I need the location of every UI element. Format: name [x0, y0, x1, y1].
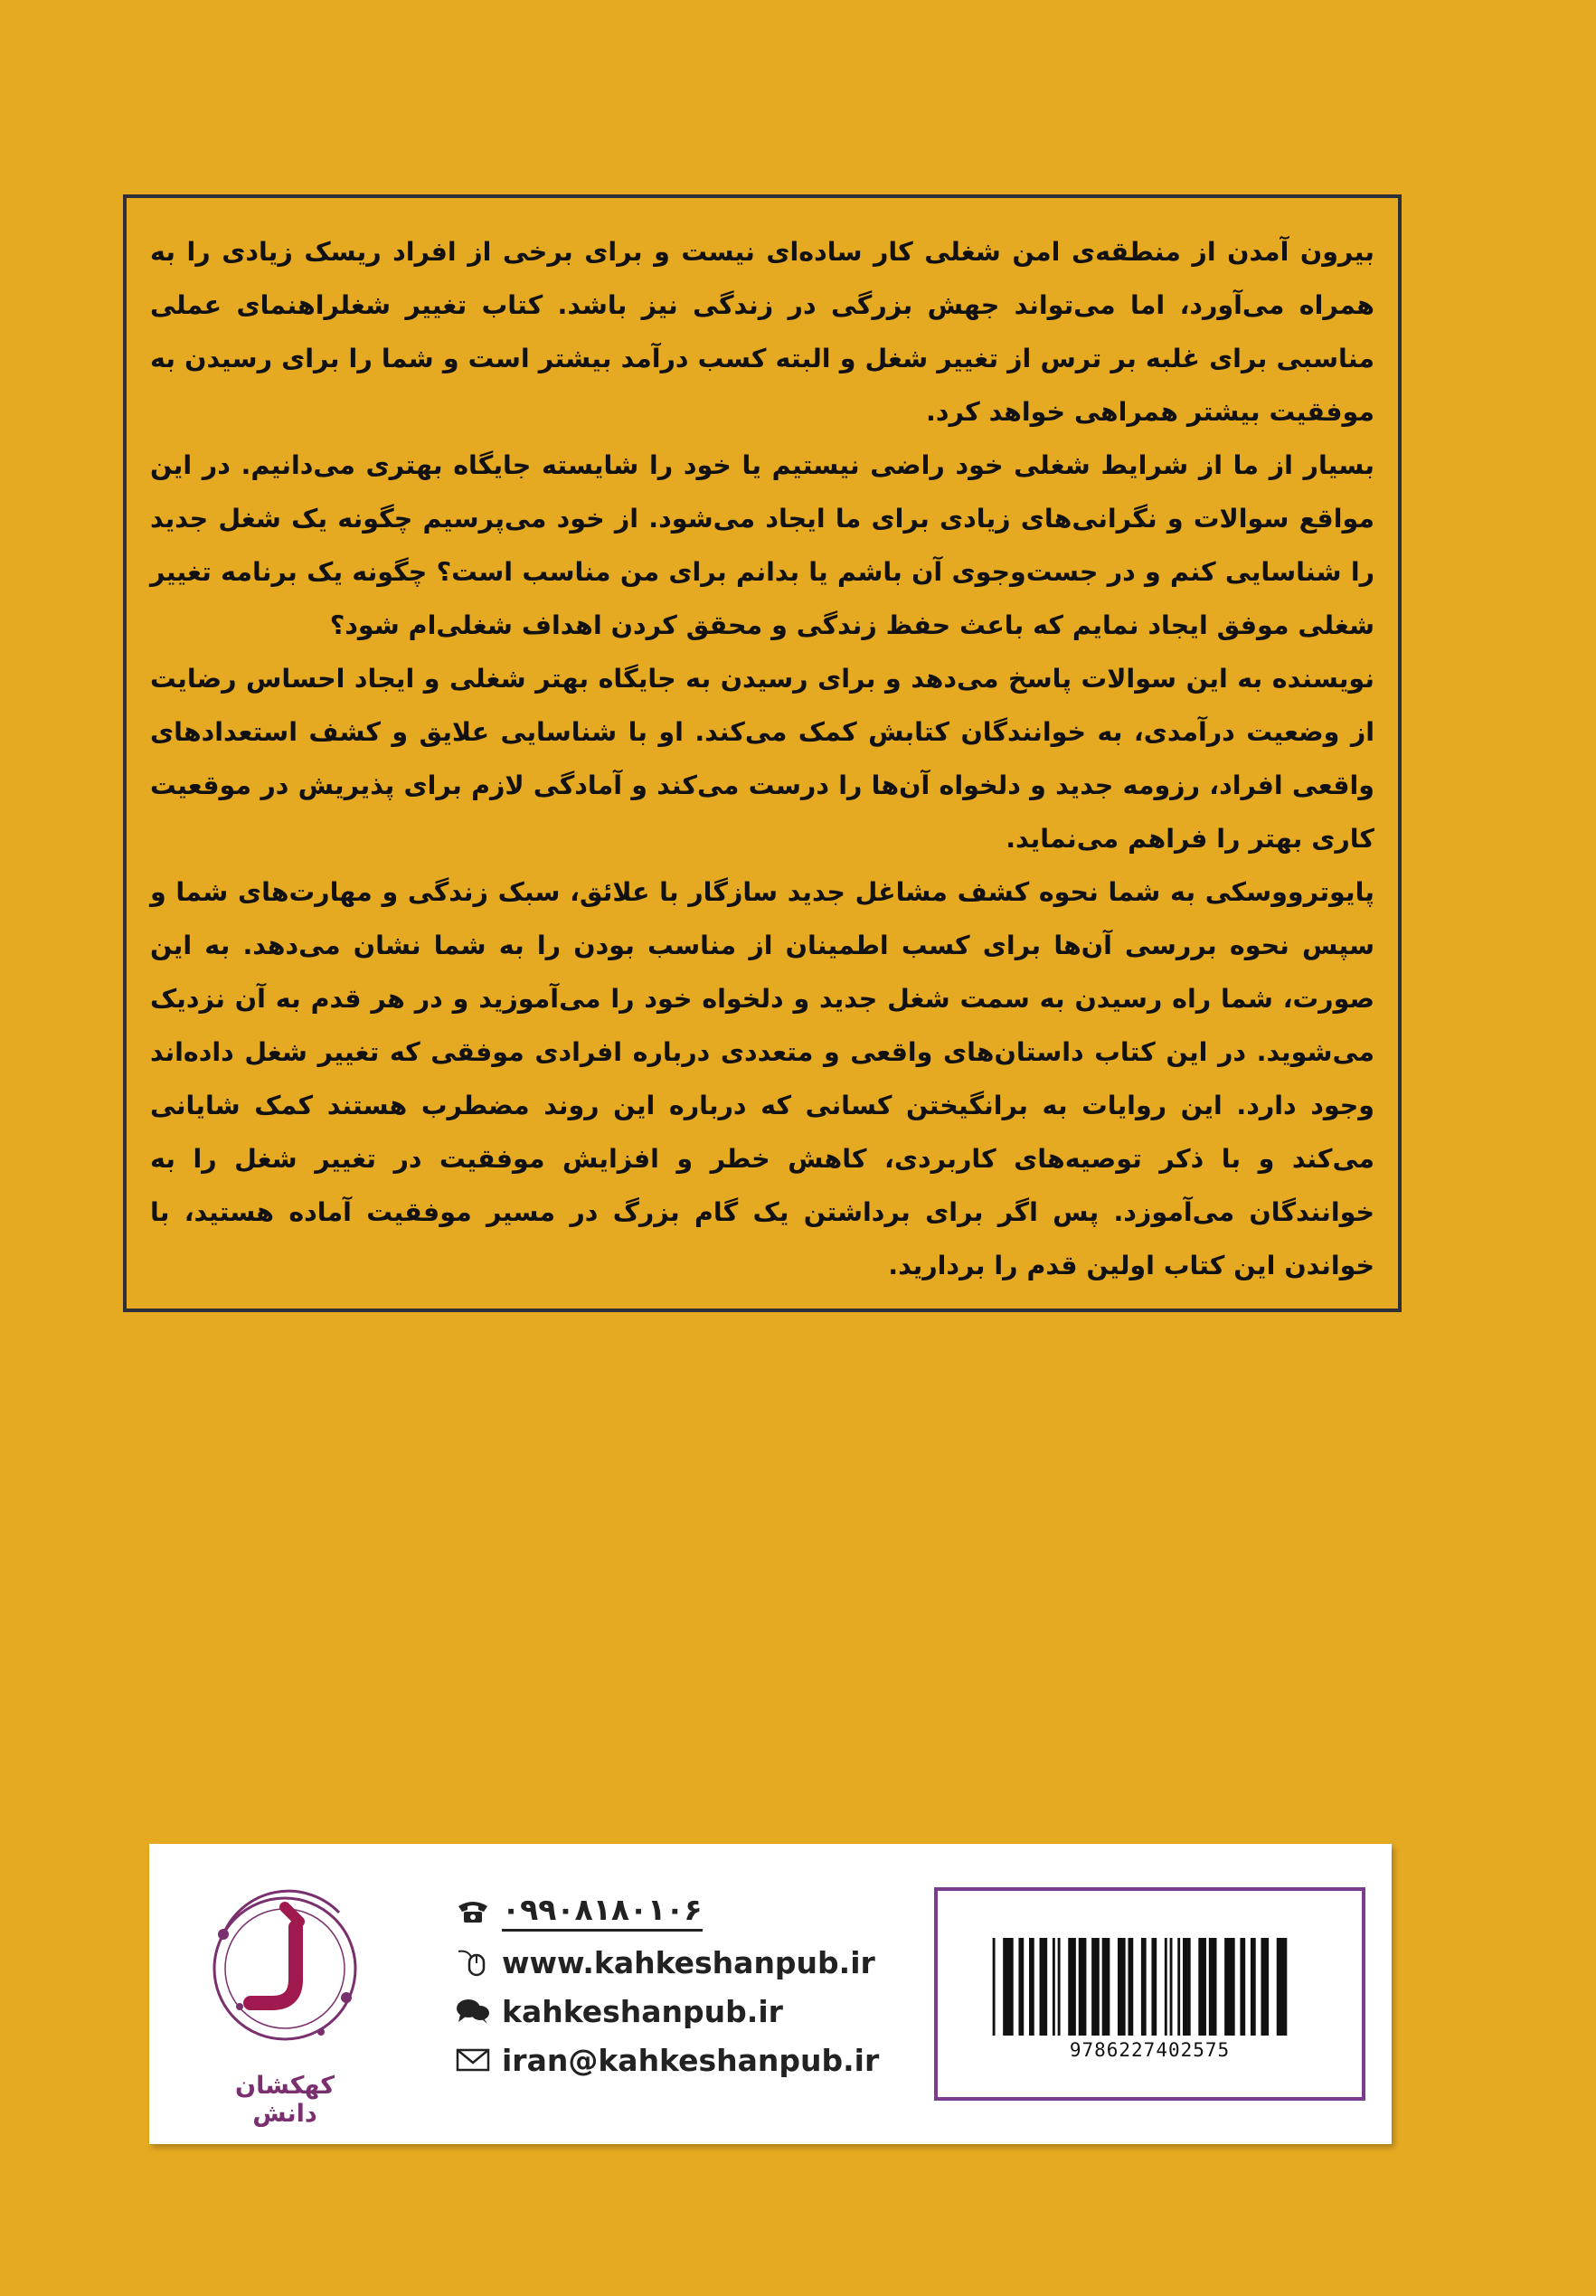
publisher-logo-text: کهکشان دانش	[235, 2072, 335, 2128]
telephone-icon	[455, 1897, 491, 1926]
email-address[interactable]: iran@kahkeshanpub.ir	[502, 2042, 880, 2078]
barcode-bar	[1058, 1938, 1061, 2036]
blurb-paragraph-2: بسیار از ما از شرایط شغلی خود راضی نیستیم یا خود را شایسته جایگاه بهتری می‌دانیم. در این مواقع سوالات و نگرانی‌های زیادی برای ما ایجاد می‌شود. از خود می‌پرسیم چگونه یک شغل جدید را شناسایی کنم و در جست‌وجوی آن باشم یا بدانم برای من مناسب است؟ چگونه یک برنامه تغییر شغلی موفق ایجاد نمایم که باعث حفظ زندگی و محقق کردن اهداف شغلی‌ام شود؟	[150, 450, 1374, 640]
contact-social-row	[455, 1990, 783, 2032]
galaxy-logo-icon	[203, 1871, 366, 2070]
barcode-bar	[1224, 1938, 1235, 2036]
barcode-bar	[1151, 1938, 1157, 2036]
barcode-bar	[1141, 1938, 1147, 2036]
barcode-bar	[1209, 1938, 1217, 2036]
isbn-barcode-frame	[934, 1887, 1365, 2101]
publisher-logo	[203, 1871, 366, 2130]
mouse-icon	[455, 1948, 491, 1977]
barcode-bar	[1118, 1938, 1126, 2036]
blurb-paragraph-1: بیرون آمدن از منطقه‌ی امن شغلی کار ساده‌ای نیست و برای برخی از افراد ریسک زیادی را به همراه می‌آورد، اما می‌تواند جهش بزرگی در زندگی نیز باشد. کتاب تغییر شغلراهنمای عملی مناسبی برای غلبه بر ترس از تغییر شغل و البته کسب درآمد بیشتر است و شما را برای رسیدن به موفقیت بیشتر همراهی خواهد کرد.	[150, 237, 1374, 427]
barcode-bar	[1018, 1938, 1024, 2036]
contact-email-row	[455, 2039, 879, 2081]
barcode-bar	[1177, 1938, 1180, 2036]
barcode-bar	[1277, 1938, 1288, 2036]
contact-phone-row	[455, 1891, 703, 1932]
isbn-number: 9786227402575	[1069, 2039, 1231, 2061]
publisher-info-panel	[149, 1844, 1392, 2144]
barcode-bar	[1183, 1938, 1191, 2036]
barcode-bar	[1240, 1938, 1245, 2036]
barcode-bar	[1102, 1938, 1110, 2036]
barcode-bar	[1261, 1938, 1269, 2036]
blurb-frame	[123, 194, 1402, 1312]
barcode-bar	[1029, 1938, 1034, 2036]
barcode-bar	[1170, 1938, 1173, 2036]
barcode-bar	[1129, 1938, 1134, 2036]
barcode-bar	[1003, 1938, 1014, 2036]
blurb-paragraph-3: نویسنده به این سوالات پاسخ می‌دهد و برای رسیدن به جایگاه بهتر شغلی و ایجاد احساس رضایت از وضعیت درآمدی، به خوانندگان کتابش کمک می‌کند. او با شناسایی علایق و کشف استعدادهای واقعی افراد، رزومه جدید و دلخواه آن‌ها را درست می‌کند و آمادگی لازم برای پذیریش در موقعیت کاری بهتر را فراهم می‌نماید.	[150, 664, 1374, 854]
blurb-text	[150, 225, 1374, 1292]
barcode-bar	[1079, 1938, 1087, 2036]
barcode-bar	[1053, 1938, 1055, 2036]
chat-bubbles-icon	[455, 1997, 491, 2026]
phone-number: ۰۹۹۰۸۱۸۰۱۰۶	[502, 1892, 703, 1932]
barcode-bar	[1091, 1938, 1100, 2036]
barcode-bar	[993, 1938, 996, 2036]
social-handle[interactable]: kahkeshanpub.ir	[502, 1993, 783, 2029]
barcode-bar	[1040, 1938, 1048, 2036]
website-link[interactable]: www.kahkeshanpub.ir	[502, 1944, 875, 1980]
barcode-bar	[1198, 1938, 1206, 2036]
barcode-bar	[1068, 1938, 1076, 2036]
barcode-bar	[1165, 1938, 1167, 2036]
contact-website-row	[455, 1942, 875, 1983]
barcode-icon	[985, 1938, 1316, 2036]
envelope-icon	[455, 2046, 491, 2074]
blurb-paragraph-4: پایوترووسکی به شما نحوه کشف مشاغل جدید سازگار با علائق، سبک زندگی و مهارت‌های شما و سپس نحوه بررسی آن‌ها برای کسب اطمینان از مناسب بودن را به شما نشان می‌دهد. به این صورت، شما راه رسیدن به سمت شغل جدید و دلخواه خود را می‌آموزید و در هر قدم به آن نزدیک می‌شوید. در این کتاب داستان‌های واقعی و متعددی درباره افرادی موفقی که تغییر شغل داده‌اند وجود دارد. این روایات به برانگیختن کسانی که درباره این روند مضطرب هستند کمک شایانی می‌کند و با ذکر توصیه‌های کاربردی، کاهش خطر و افزایش موفقیت در تغییر شغل را به خوانندگان می‌آموزد. پس اگر برای برداشتن یک گام بزرگ در مسیر موفقیت آماده هستید، با خواندن این کتاب اولین قدم را بردارید.	[150, 877, 1374, 1280]
barcode-bar	[1251, 1938, 1256, 2036]
